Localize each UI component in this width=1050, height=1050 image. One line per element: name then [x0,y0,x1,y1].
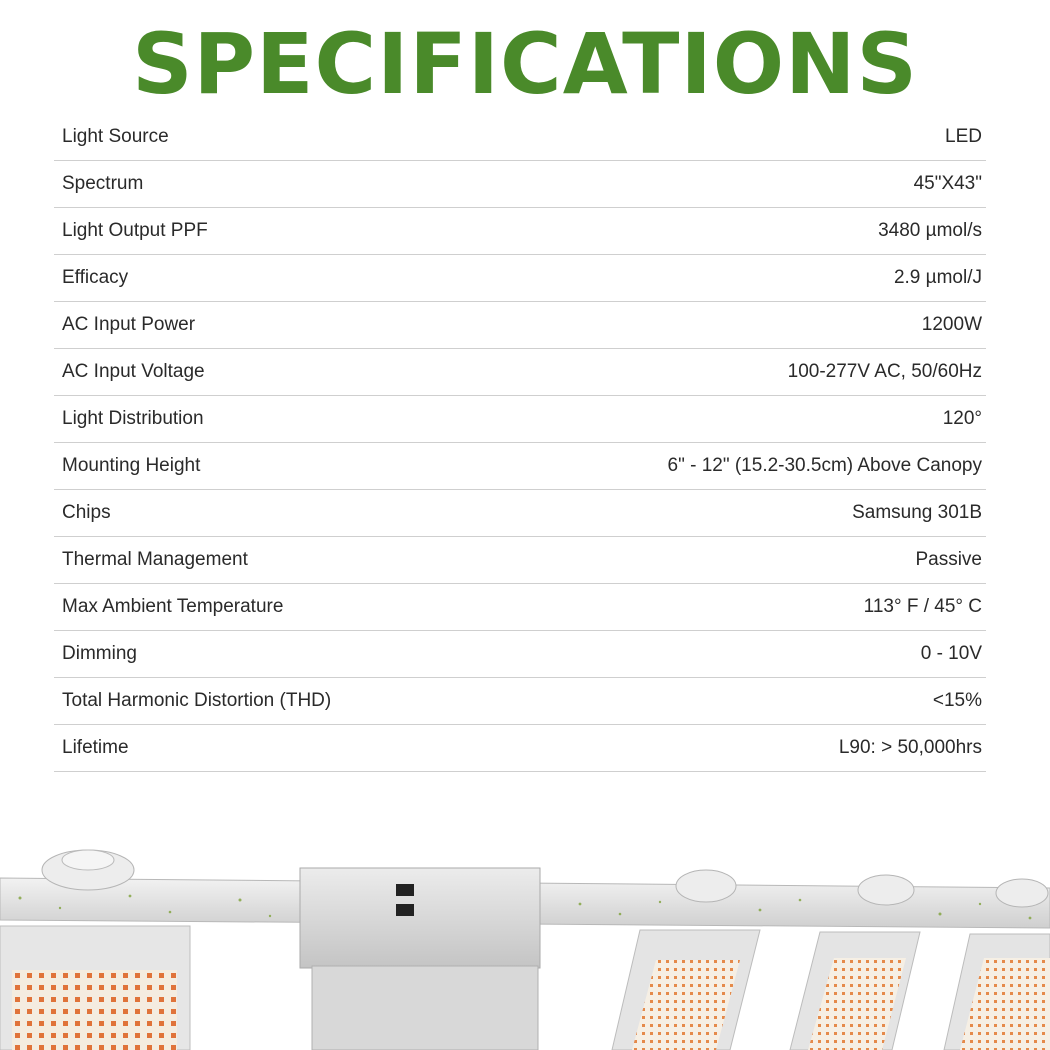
spec-label: Spectrum [62,173,144,194]
spec-label: Light Distribution [62,408,204,429]
spec-value: 0 - 10V [920,643,982,664]
spec-label: AC Input Voltage [62,361,205,382]
spec-value: L90: > 50,000hrs [838,737,982,758]
spec-value: <15% [932,690,982,711]
spec-label: Efficacy [62,267,129,288]
spec-row [54,725,986,772]
spec-row [54,208,986,255]
light-bar [790,932,920,1050]
spec-row [54,302,986,349]
spec-value: Passive [915,549,982,570]
spec-table [54,114,986,772]
spec-label: Max Ambient Temperature [62,596,284,617]
spec-row [54,161,986,208]
spec-row [54,443,986,490]
spec-label: Chips [62,502,111,523]
light-bar [612,930,760,1050]
spec-label: Mounting Height [62,455,201,476]
spec-label: Light Output PPF [62,220,208,241]
page-title: SPECIFICATIONS [132,15,918,113]
spec-row [54,255,986,302]
light-bar [944,934,1050,1050]
spec-row [54,490,986,537]
spec-row [54,631,986,678]
spec-label: Lifetime [62,737,129,758]
light-bar [0,926,190,1050]
spec-label: AC Input Power [62,314,196,335]
spec-label: Dimming [62,643,137,664]
spec-value: Samsung 301B [852,502,982,523]
spec-value: 120° [942,408,982,429]
spec-row [54,537,986,584]
driver-box [300,868,540,1050]
spec-value: 3480 µmol/s [878,220,982,241]
spec-row [54,396,986,443]
spec-value: 45"X43" [913,173,982,194]
spec-label: Light Source [62,126,169,147]
spec-row [54,349,986,396]
spec-value: 1200W [921,314,982,335]
spec-value: 100-277V AC, 50/60Hz [787,361,982,382]
spec-row [54,678,986,725]
spec-value: LED [945,126,982,147]
spec-row [54,584,986,631]
spec-value: 2.9 µmol/J [893,267,982,288]
spec-value: 113° F / 45° C [863,596,982,617]
spec-row [54,114,986,161]
spec-label: Thermal Management [62,549,248,570]
product-image [0,838,1050,1050]
spec-label: Total Harmonic Distortion (THD) [62,690,332,711]
spec-value: 6" - 12" (15.2-30.5cm) Above Canopy [667,455,982,476]
